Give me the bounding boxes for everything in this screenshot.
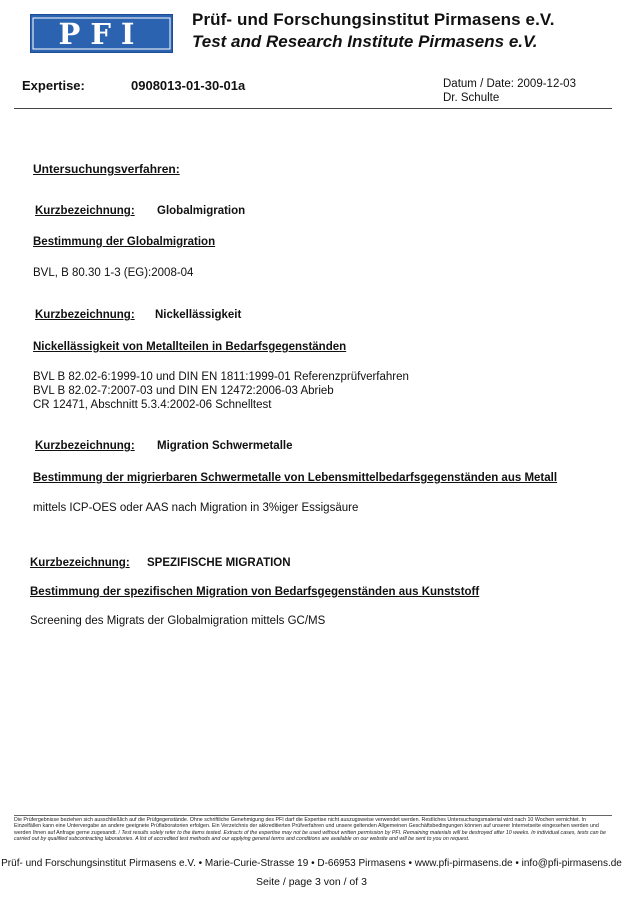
logo-text: PFI [58, 17, 145, 51]
org-name-de: Prüf- und Forschungsinstitut Pirmasens e.V. [192, 10, 555, 29]
fine-print-en: Test results solely refer to the items tested. Extracts of the expertise may not be used without written permission by PFI. Remaining materials will be destroyed after 10 weeks. In individual cases, tests can be carried out by qualified subcontracting laboratories. A list of accredited test methods and our applying general terms and conditions are available on our website and will be sent to you on request. [14, 829, 606, 843]
kurz-value-4: SPEZIFISCHE MIGRATION [147, 557, 291, 569]
section-heading: Untersuchungsverfahren: [33, 162, 180, 176]
method-line: CR 12471, Abschnitt 5.3.4:2002-06 Schnelltest [33, 399, 272, 411]
kurz-label-3: Kurzbezeichnung: [35, 440, 135, 452]
method-title-3: Bestimmung der migrierbaren Schwermetalle von Lebensmittelbedarfsgegenständen aus Metall [33, 472, 558, 484]
fine-print-de: Die Prüfergebnisse beziehen sich ausschließlich auf die Prüfgegenstände. Ohne schriftliche Genehmigung des PFI darf die Expertise nicht auszugsweise verwendet werden. Restliches Untersuchungsmaterial wird nach 10 Wochen vernichtet. In Einzelfällen kann eine Untervergabe an andere geeignete Prüflaboratorien erfolgen. Ein Verzeichnis der akkreditierten Prüfverfahren und unsere geltenden Allgemeinen Geschäftsbedingungen können auf unserer Internetseite eingesehen werden und werden Ihnen auf Anfrage gerne zugesandt. / [14, 817, 599, 836]
person-name: Dr. Schulte [443, 92, 500, 104]
kurz-value-3: Migration Schwermetalle [157, 440, 293, 452]
header-divider [14, 108, 612, 109]
method-line: BVL B 82.02-6:1999-10 und DIN EN 1811:1999-01 Referenzprüfverfahren [33, 371, 409, 383]
fine-print [14, 817, 614, 843]
method-line: mittels ICP-OES oder AAS nach Migration in 3%iger Essigsäure [33, 502, 359, 514]
expertise-label: Expertise: [22, 78, 85, 93]
org-name-en: Test and Research Institute Pirmasens e.V. [192, 32, 538, 51]
kurz-label-1: Kurzbezeichnung: [35, 205, 135, 217]
page-number: Seite / page 3 von / of 3 [256, 876, 367, 888]
expertise-number: 0908013-01-30-01a [131, 78, 246, 93]
method-line: BVL, B 80.30 1-3 (EG):2008-04 [33, 267, 194, 279]
footer-divider [14, 815, 612, 816]
method-title-4: Bestimmung der spezifischen Migration von Bedarfsgegenständen aus Kunststoff [30, 586, 480, 598]
kurz-label-2: Kurzbezeichnung: [35, 309, 135, 321]
method-title-2: Nickellässigkeit von Metallteilen in Bedarfsgegenständen [33, 341, 347, 353]
pfi-logo [30, 14, 173, 53]
kurz-value-1: Globalmigration [157, 205, 246, 217]
footer-address: Prüf- und Forschungsinstitut Pirmasens e.V. • Marie-Curie-Strasse 19 • D-66953 Pirmasens • www.pfi-pirmasens.de • info@pfi-pirmasens.de [1, 858, 622, 869]
kurz-value-2: Nickellässigkeit [155, 309, 242, 321]
method-line: Screening des Migrats der Globalmigration mittels GC/MS [30, 615, 326, 627]
method-line: BVL B 82.02-7:2007-03 und DIN EN 12472:2006-03 Abrieb [33, 385, 334, 397]
kurz-label-4: Kurzbezeichnung: [30, 557, 130, 569]
method-title-1: Bestimmung der Globalmigration [33, 236, 216, 248]
date-label: Datum / Date: 2009-12-03 [443, 78, 576, 90]
